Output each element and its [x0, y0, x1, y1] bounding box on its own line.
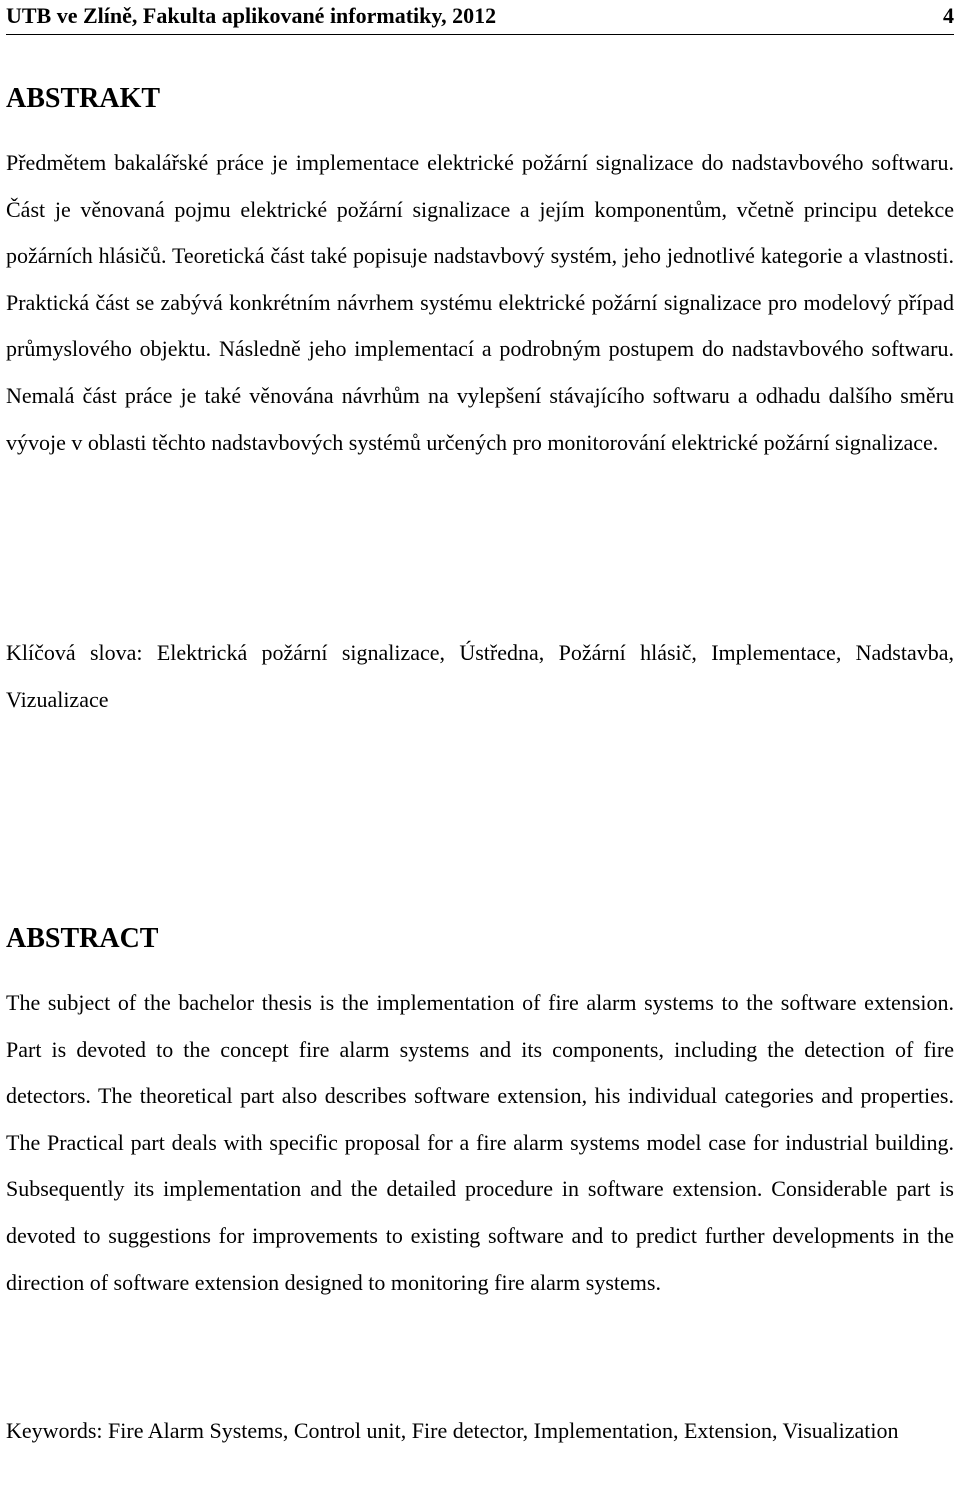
running-header	[6, 0, 954, 35]
page-number: 4	[943, 3, 954, 28]
english-abstract-heading: ABSTRACT	[6, 923, 159, 954]
czech-keywords: Klíčová slova: Elektrická požární signalizace, Ústředna, Požární hlásič, Implementace, Nadstavba, Vizualizace	[6, 640, 954, 712]
header-title: UTB ve Zlíně, Fakulta aplikované informatiky, 2012	[6, 3, 497, 28]
document-page	[6, 0, 954, 1443]
english-abstract-body: The subject of the bachelor thesis is the implementation of fire alarm systems to the software extension. Part is devoted to the concept fire alarm systems and its components, including the detection of fire detectors. The theoretical part also describes software extension, his individual categories and properties. The Practical part deals with specific proposal for a fire alarm systems model case for industrial building. Subsequently its implementation and the detailed procedure in software extension. Considerable part is devoted to suggestions for improvements to existing software and to predict further developments in the direction of software extension designed to monitoring fire alarm systems.	[6, 990, 954, 1295]
czech-abstract-body: Předmětem bakalářské práce je implementace elektrické požární signalizace do nadstavbového softwaru. Část je věnovaná pojmu elektrické požární signalizace a jejím komponentům, včetně principu detekce požárních hlásičů. Teoretická část také popisuje nadstavbový systém, jeho jednotlivé kategorie a vlastnosti. Praktická část se zabývá konkrétním návrhem systému elektrické požární signalizace pro modelový případ průmyslového objektu. Následně jeho implementací a podrobným postupem do nadstavbového softwaru. Nemalá část práce je také věnována návrhům na vylepšení stávajícího softwaru a odhadu dalšího směru vývoje v oblasti těchto nadstavbových systémů určených pro monitorování elektrické požární signalizace.	[6, 150, 954, 455]
english-keywords: Keywords: Fire Alarm Systems, Control unit, Fire detector, Implementation, Extension, Visualization	[6, 1418, 899, 1443]
czech-abstract-heading: ABSTRAKT	[6, 83, 161, 114]
